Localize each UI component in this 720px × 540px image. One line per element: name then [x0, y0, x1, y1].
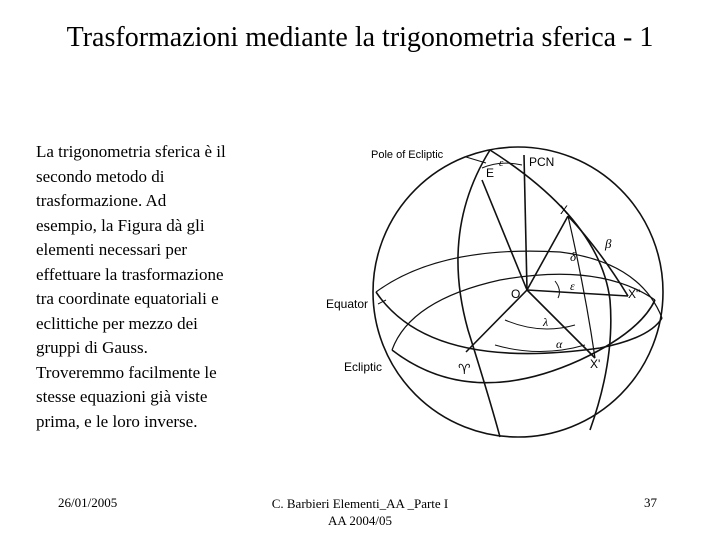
- label-delta: δ: [570, 249, 577, 264]
- body-line: eclittiche per mezzo dei: [36, 313, 198, 333]
- label-o: O: [511, 287, 521, 301]
- line-o-xdouble: [527, 290, 628, 296]
- label-epsilon-mid: ε: [570, 279, 575, 293]
- great-circle-left: [458, 150, 500, 437]
- label-pcn: PCN: [529, 155, 555, 169]
- angle-arc-alpha: [495, 345, 585, 352]
- label-ecliptic: Ecliptic: [344, 360, 383, 374]
- celestial-sphere-figure: [316, 140, 716, 470]
- body-line: trasformazione. Ad: [36, 191, 167, 210]
- body-line: esempio, la Figura dà gli: [36, 215, 205, 235]
- great-circle-right: [490, 150, 611, 430]
- body-line: Troveremmo facilmente le: [36, 362, 217, 382]
- label-beta: β: [605, 236, 612, 251]
- footer-author-line: C. Barbieri Elementi_AA _Parte I: [271, 496, 449, 511]
- body-line: gruppi di Gauss.: [36, 338, 148, 357]
- ecliptic-back: [392, 274, 655, 350]
- body-line: effettuare la trasformazione: [36, 264, 224, 284]
- line-o-x: [527, 216, 568, 290]
- body-line: secondo metodo di: [36, 166, 165, 186]
- label-aries: ♈: [458, 361, 471, 377]
- pointer-pole: [466, 157, 486, 163]
- angle-arc-lambda: [505, 320, 575, 329]
- ecliptic-front: [392, 300, 655, 383]
- body-line: La trigonometria sferica è il: [36, 142, 226, 161]
- footer-page-number: 37: [644, 495, 657, 510]
- line-o-e: [482, 180, 527, 290]
- angle-arc-epsilon: [555, 281, 559, 298]
- body-text: [36, 140, 272, 434]
- label-x-double: X": [628, 287, 641, 301]
- footer-date: 26/01/2005: [58, 495, 118, 510]
- footer-author: [250, 495, 470, 529]
- body-line: elementi necessari per: [36, 240, 188, 259]
- label-e: E: [486, 166, 495, 180]
- label-epsilon-top: ε: [499, 157, 504, 169]
- label-alpha: α: [556, 337, 563, 351]
- slide-title: Trasformazioni mediante la trigonometria sferica - 1: [66, 22, 654, 53]
- label-pole-of-ecliptic: Pole of Ecliptic: [371, 149, 444, 161]
- body-line: stesse equazioni già viste: [36, 387, 208, 406]
- label-lambda: λ: [543, 315, 549, 329]
- label-x-prime: X': [590, 357, 601, 371]
- equator-front: [376, 292, 662, 354]
- body-line: tra coordinate equatoriali e: [36, 289, 219, 308]
- label-equator: Equator: [326, 297, 369, 311]
- equator-back: [376, 251, 662, 318]
- footer-year-line: AA 2004/05: [328, 513, 392, 528]
- body-line: prima, e le loro inverse.: [36, 411, 198, 431]
- label-x: X: [560, 203, 569, 217]
